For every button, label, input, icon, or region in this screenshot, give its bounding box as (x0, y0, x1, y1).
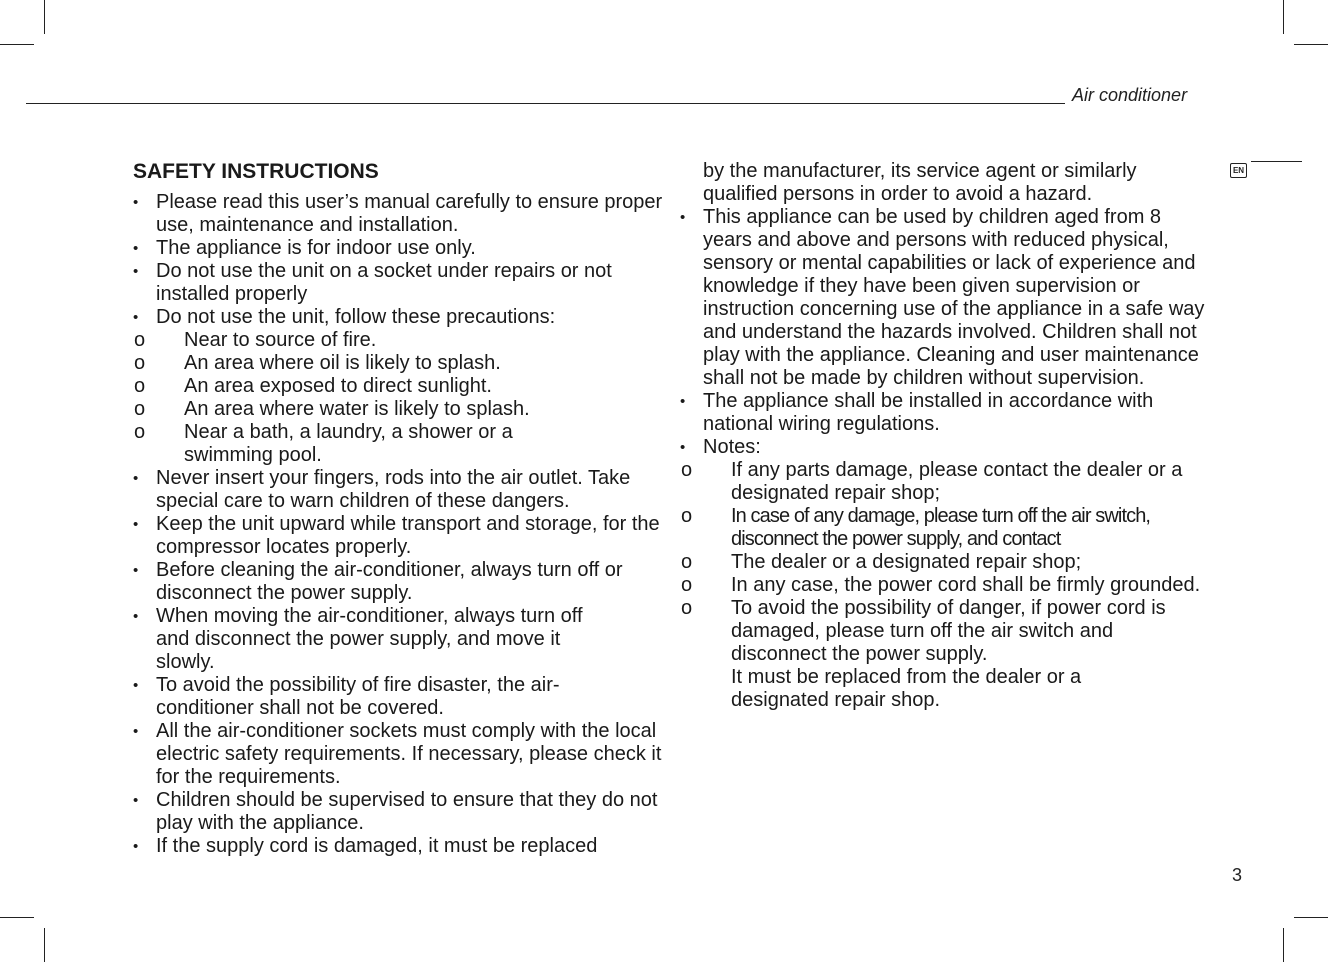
note-item (680, 574, 1210, 597)
language-badge: EN (1230, 163, 1247, 178)
note-item (680, 551, 1210, 574)
bullet-mark: • (133, 838, 139, 855)
page-number: 3 (1232, 865, 1243, 885)
crop-mark (0, 917, 34, 918)
right-column (680, 160, 1210, 712)
bullet-mark: • (133, 792, 139, 809)
bullet-mark: • (680, 209, 686, 226)
list-item (133, 260, 663, 306)
bullet-mark: • (133, 677, 139, 694)
notes-list (680, 459, 1210, 712)
crop-mark (44, 0, 45, 34)
crop-mark (0, 44, 34, 45)
list-item-text: Do not use the unit, follow these precautions: (156, 306, 556, 328)
safety-list-continued (133, 467, 663, 858)
list-item (133, 674, 663, 720)
sub-item-text: An area where water is likely to splash. (184, 398, 530, 420)
list-item (133, 605, 663, 674)
sub-mark: o (134, 329, 146, 351)
sub-item (133, 375, 663, 398)
sub-item-text: Near to source of fire. (184, 329, 377, 351)
crop-mark (1283, 928, 1284, 962)
note-text: If any parts damage, please contact the dealer or a designated repair shop; (731, 459, 1183, 504)
list-item-text: Before cleaning the air-conditioner, always turn off or disconnect the power supply. (156, 559, 623, 604)
note-item (680, 597, 1210, 712)
sub-item (133, 352, 663, 375)
bullet-mark: • (133, 562, 139, 579)
sub-mark: o (134, 375, 146, 397)
sub-mark: o (134, 352, 146, 374)
header-rule (26, 103, 1065, 104)
list-item-text: Keep the unit upward while transport and storage, for the compressor locates properly. (156, 513, 660, 558)
list-item-text: Never insert your fingers, rods into the air outlet. Take special care to warn children of these dangers. (156, 467, 631, 512)
continued-text: by the manufacturer, its service agent or similarly qualified persons in order to avoid a hazard. (703, 160, 1137, 205)
note-text: The dealer or a designated repair shop; (731, 551, 1082, 573)
sub-item (133, 421, 663, 467)
sub-item (133, 329, 663, 352)
bullet-mark: • (133, 194, 139, 211)
list-item-text: When moving the air-conditioner, always turn off and disconnect the power supply, and move it slowly. (156, 605, 583, 673)
sub-mark: o (134, 398, 146, 420)
safety-list-right (680, 206, 1210, 459)
list-item (133, 237, 663, 260)
list-item-text: The appliance shall be installed in accordance with national wiring regulations. (703, 390, 1154, 435)
section-title: SAFETY INSTRUCTIONS (133, 160, 379, 183)
list-item-text: All the air-conditioner sockets must comply with the local electric safety requirements. If necessary, please check it for the requirements. (156, 720, 662, 788)
list-item-text: Do not use the unit on a socket under repairs or not installed properly (156, 260, 612, 305)
note-text: In case of any damage, please turn off the air switch, disconnect the power supply, and contact (731, 505, 1151, 550)
bullet-mark: • (680, 439, 686, 456)
list-item (680, 206, 1210, 390)
left-column (133, 160, 663, 858)
note-text: To avoid the possibility of danger, if power cord is damaged, please turn off the air switch and disconnect the power supply. (731, 597, 1166, 665)
crop-mark (1283, 0, 1284, 34)
note-text-continued: It must be replaced from the dealer or a designated repair shop. (731, 666, 1082, 711)
list-item-text: Notes: (703, 436, 761, 458)
bullet-mark: • (133, 608, 139, 625)
crop-mark (1294, 917, 1328, 918)
sub-mark: o (681, 574, 693, 596)
bullet-mark: • (133, 263, 139, 280)
bullet-mark: • (133, 240, 139, 257)
bullet-mark: • (680, 393, 686, 410)
list-item (680, 436, 1210, 459)
bullet-mark: • (133, 309, 139, 326)
sub-item-text: An area exposed to direct sunlight. (184, 375, 492, 397)
bullet-mark: • (133, 723, 139, 740)
list-item (133, 559, 663, 605)
bullet-mark: • (133, 516, 139, 533)
note-item (680, 505, 1210, 551)
list-item-text: Children should be supervised to ensure that they do not play with the appliance. (156, 789, 658, 834)
list-item (133, 306, 663, 329)
list-item-text: If the supply cord is damaged, it must be replaced (156, 835, 598, 857)
sub-item-text: Near a bath, a laundry, a shower or a swimming pool. (184, 421, 513, 466)
safety-list (133, 191, 663, 329)
list-item-text: The appliance is for indoor use only. (156, 237, 476, 259)
precautions-list (133, 329, 663, 467)
sub-mark: o (681, 459, 693, 481)
crop-mark (1294, 44, 1328, 45)
list-item-text: This appliance can be used by children aged from 8 years and above and persons with reduced physical, sensory or mental capabilities or lack of experience and knowledge if they have been given supervision or instruction concerning use of the appliance in a safe way and understand the hazards involved. Children shall not play with the appliance. Cleaning and user maintenance shall not be made by children without supervision. (703, 206, 1205, 389)
list-item (133, 720, 663, 789)
list-item (133, 789, 663, 835)
crop-mark (44, 928, 45, 962)
list-item-text: Please read this user’s manual carefully to ensure proper use, maintenance and installation. (156, 191, 663, 236)
list-item (133, 513, 663, 559)
language-rule (1251, 161, 1302, 162)
list-item (133, 835, 663, 858)
note-item (680, 459, 1210, 505)
sub-item (133, 398, 663, 421)
header-title: Air conditioner (1072, 85, 1188, 105)
bullet-mark: • (133, 470, 139, 487)
sub-item-text: An area where oil is likely to splash. (184, 352, 501, 374)
sub-mark: o (681, 505, 692, 527)
list-item (680, 390, 1210, 436)
sub-mark: o (681, 551, 693, 573)
sub-mark: o (134, 421, 146, 443)
sub-mark: o (681, 597, 693, 619)
note-text: In any case, the power cord shall be firmly grounded. (731, 574, 1201, 596)
list-item (133, 191, 663, 237)
list-item (133, 467, 663, 513)
list-item-text: To avoid the possibility of fire disaster, the air-conditioner shall not be covered. (156, 674, 560, 719)
